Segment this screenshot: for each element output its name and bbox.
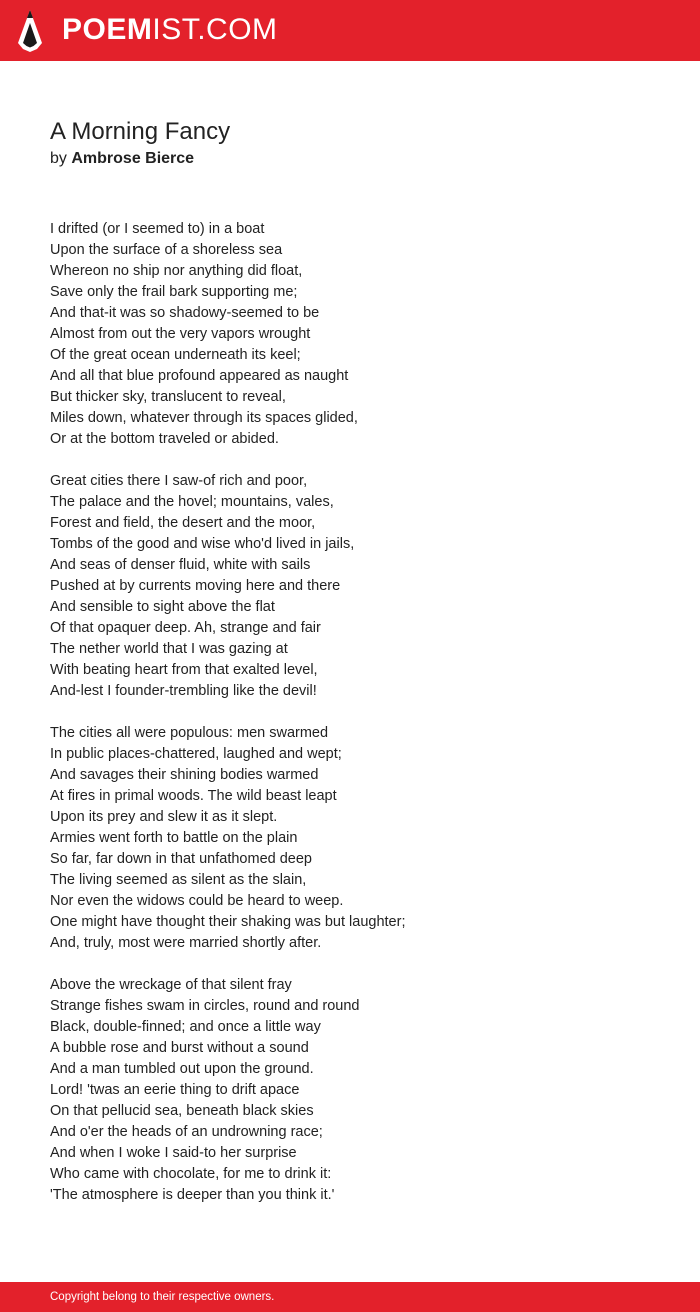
poem-line: Whereon no ship nor anything did float, [50, 263, 303, 279]
poem-line: And seas of denser fluid, white with sails [50, 557, 311, 573]
poem-line: Who came with chocolate, for me to drink it: [50, 1166, 332, 1182]
poem-line: Armies went forth to battle on the plain [50, 830, 298, 846]
poem-line: Nor even the widows could be heard to weep. [50, 893, 344, 909]
site-footer [0, 1282, 700, 1312]
copyright-text: Copyright belong to their respective owners. [50, 1291, 275, 1303]
poem-line: Save only the frail bark supporting me; [50, 284, 298, 300]
poem-line: Pushed at by currents moving here and there [50, 578, 341, 594]
poem-line: Tombs of the good and wise who'd lived in jails, [50, 536, 355, 552]
poem-line: Of the great ocean underneath its keel; [50, 347, 301, 363]
poem-line: On that pellucid sea, beneath black skies [50, 1103, 314, 1119]
poem-line: Strange fishes swam in circles, round and round [50, 998, 360, 1014]
stanza-2 [50, 471, 650, 702]
poem-line: And o'er the heads of an undrowning race; [50, 1124, 323, 1140]
poem-line: And-lest I founder-trembling like the devil! [50, 683, 317, 699]
poem-line: And sensible to sight above the flat [50, 599, 275, 615]
poem-line: So far, far down in that unfathomed deep [50, 851, 312, 867]
poem-line: I drifted (or I seemed to) in a boat [50, 221, 265, 237]
poem-line: A bubble rose and burst without a sound [50, 1040, 309, 1056]
poem-line: And that-it was so shadowy-seemed to be [50, 305, 320, 321]
poem-line: And, truly, most were married shortly after. [50, 935, 322, 951]
logo-text-bold: POEM [62, 13, 153, 46]
poem-line: Upon the surface of a shoreless sea [50, 242, 283, 258]
poem-line: With beating heart from that exalted level, [50, 662, 318, 678]
poem-line: Of that opaquer deep. Ah, strange and fair [50, 620, 321, 636]
poem-line: At fires in primal woods. The wild beast leapt [50, 788, 337, 804]
poem-line: The palace and the hovel; mountains, vales, [50, 494, 334, 510]
poem-line: Great cities there I saw-of rich and poor, [50, 473, 308, 489]
byline-prefix: by [50, 150, 67, 167]
poem-line: In public places-chattered, laughed and wept; [50, 746, 342, 762]
poem-line: Or at the bottom traveled or abided. [50, 431, 279, 447]
poem-line: The living seemed as silent as the slain, [50, 872, 307, 888]
poem-line: Upon its prey and slew it as it slept. [50, 809, 278, 825]
poem-line: Above the wreckage of that silent fray [50, 977, 292, 993]
poem-title: A Morning Fancy [50, 118, 231, 145]
stanza-1 [50, 219, 650, 450]
poem-line: And when I woke I said-to her surprise [50, 1145, 297, 1161]
poem-author: Ambrose Bierce [71, 150, 195, 167]
poem-line: But thicker sky, translucent to reveal, [50, 389, 286, 405]
poem-line: Miles down, whatever through its spaces glided, [50, 410, 358, 426]
poem-line: Lord! 'twas an eerie thing to drift apace [50, 1082, 300, 1098]
poem-line: And savages their shining bodies warmed [50, 767, 319, 783]
logo-text-light: IST.COM [152, 13, 278, 46]
poem-line: The nether world that I was gazing at [50, 641, 288, 657]
poem-line: One might have thought their shaking was but laughter; [50, 914, 406, 930]
poem-line: 'The atmosphere is deeper than you think it.' [50, 1187, 335, 1203]
pencil-tip-icon[interactable] [17, 9, 43, 53]
poem-body [50, 219, 650, 1227]
poem-byline [50, 148, 194, 170]
site-logo[interactable] [62, 10, 278, 50]
poem-line: And a man tumbled out upon the ground. [50, 1061, 314, 1077]
stanza-4 [50, 975, 650, 1206]
stanza-3 [50, 723, 650, 954]
site-header [0, 0, 700, 61]
poem-line: The cities all were populous: men swarmed [50, 725, 329, 741]
poem-line: Forest and field, the desert and the moor, [50, 515, 316, 531]
poem-line: Almost from out the very vapors wrought [50, 326, 311, 342]
poem-line: And all that blue profound appeared as naught [50, 368, 349, 384]
poem-line: Black, double-finned; and once a little way [50, 1019, 321, 1035]
